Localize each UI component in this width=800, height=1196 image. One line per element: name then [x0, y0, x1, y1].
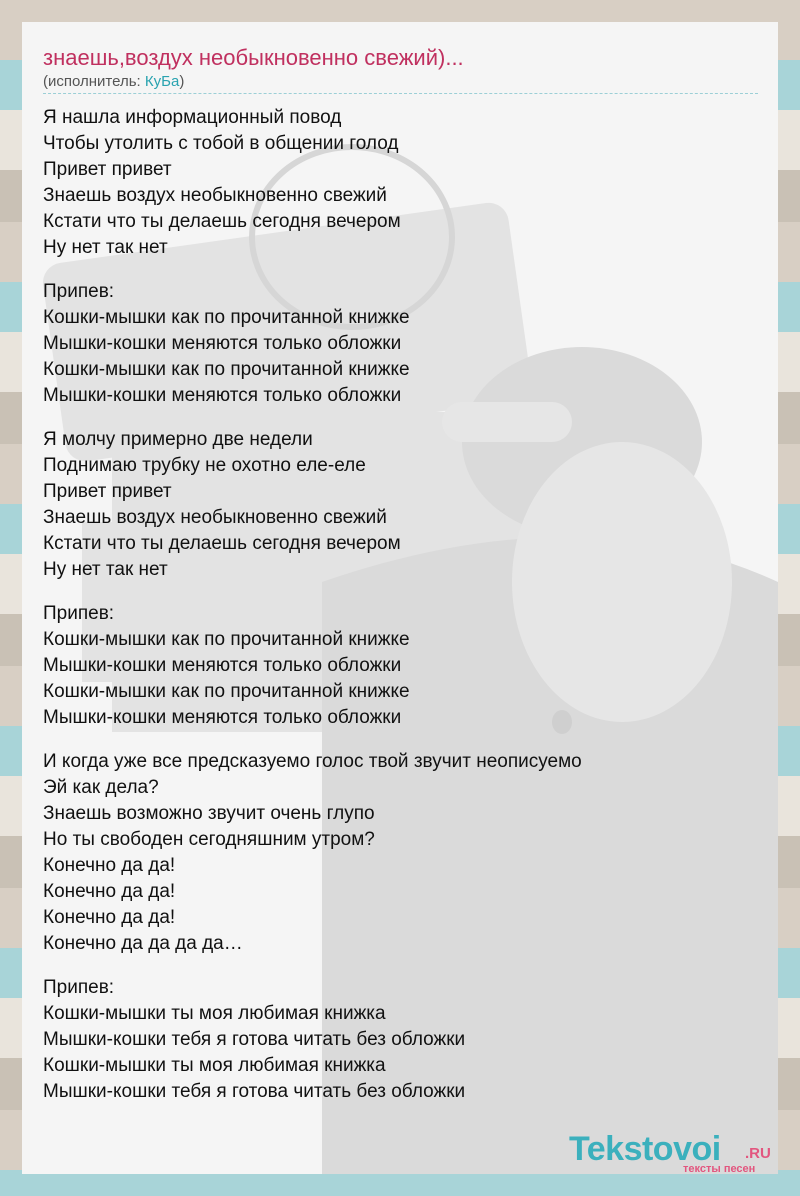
lyric-line: Кошки-мышки как по прочитанной книжке	[43, 359, 410, 380]
lyric-line: Мышки-кошки меняются только обложки	[43, 707, 402, 728]
lyric-line: Кошки-мышки ты моя любимая книжка	[43, 1003, 386, 1024]
lyric-line: Кстати что ты делаешь сегодня вечером	[43, 533, 401, 554]
lyric-line: Знаешь воздух необыкновенно свежий	[43, 185, 387, 206]
lyric-line: Привет привет	[43, 159, 172, 180]
lyric-line: Припев:	[43, 281, 115, 302]
lyric-line: Мышки-кошки тебя я готова читать без обложки	[43, 1081, 466, 1102]
verse-1	[43, 105, 743, 261]
chorus-3	[43, 975, 743, 1105]
lyric-line: Я молчу примерно две недели	[43, 429, 313, 450]
stanza-gap	[43, 409, 743, 427]
chorus-2	[43, 601, 743, 731]
artist-prefix: (исполнитель:	[43, 73, 145, 90]
lyric-line: Мышки-кошки меняются только обложки	[43, 333, 402, 354]
lyric-line: Припев:	[43, 603, 115, 624]
logo-wordmark: Tekstovoi	[569, 1130, 721, 1168]
song-title: знаешь,воздух необыкновенно свежий)...	[43, 45, 464, 70]
lyric-line: Кошки-мышки ты моя любимая книжка	[43, 1055, 386, 1076]
lyric-line: Привет привет	[43, 481, 172, 502]
lyric-line: Конечно да да!	[43, 881, 176, 902]
lyric-line: Поднимаю трубку не охотно еле-еле	[43, 455, 366, 476]
lyric-line: Конечно да да да да…	[43, 933, 243, 954]
lyric-line: Знаешь воздух необыкновенно свежий	[43, 507, 387, 528]
lyric-line: Чтобы утолить с тобой в общении голод	[43, 133, 399, 154]
lyrics-text	[43, 105, 743, 1105]
lyric-line: Конечно да да!	[43, 855, 176, 876]
lyric-line: Ну нет так нет	[43, 237, 168, 258]
lyric-line: Мышки-кошки меняются только обложки	[43, 655, 402, 676]
lyric-line: Знаешь возможно звучит очень глупо	[43, 803, 375, 824]
lyric-line: Кошки-мышки как по прочитанной книжке	[43, 307, 410, 328]
site-logo[interactable]	[569, 1130, 778, 1174]
lyric-line: Конечно да да!	[43, 907, 176, 928]
artist-suffix: )	[179, 73, 185, 90]
stanza-gap	[43, 583, 743, 601]
lyric-line: Кстати что ты делаешь сегодня вечером	[43, 211, 401, 232]
artist-line	[43, 73, 184, 90]
stanza-gap	[43, 731, 743, 749]
lyric-line: Но ты свободен сегодняшним утром?	[43, 829, 375, 850]
logo-tld: .RU	[745, 1145, 771, 1162]
stanza-gap	[43, 261, 743, 279]
chorus-1	[43, 279, 743, 409]
lyric-line: Кошки-мышки как по прочитанной книжке	[43, 629, 410, 650]
title-divider	[43, 93, 758, 94]
lyric-line: Я нашла информационный повод	[43, 107, 342, 128]
artist-link[interactable]: КуБа	[144, 73, 180, 90]
lyric-line: Ну нет так нет	[43, 559, 168, 580]
lyric-line: Кошки-мышки как по прочитанной книжке	[43, 681, 410, 702]
lyrics-card	[22, 22, 778, 1174]
lyric-line: Мышки-кошки меняются только обложки	[43, 385, 402, 406]
lyric-line: И когда уже все предсказуемо голос твой звучит неописуемо	[43, 751, 582, 772]
verse-2	[43, 427, 743, 583]
bridge	[43, 749, 743, 957]
lyric-line: Припев:	[43, 977, 115, 998]
lyric-line: Мышки-кошки тебя я готова читать без обложки	[43, 1029, 466, 1050]
stanza-gap	[43, 957, 743, 975]
lyric-line: Эй как дела?	[43, 777, 159, 798]
logo-tagline: тексты песен	[683, 1163, 756, 1174]
